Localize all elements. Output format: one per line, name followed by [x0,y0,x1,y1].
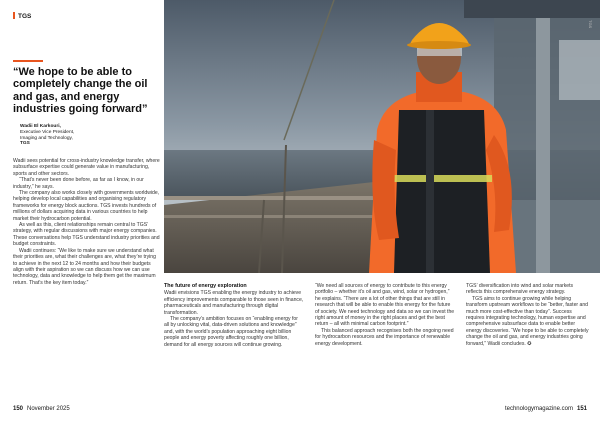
attribution-role-2: Imaging and Technology, [20,135,73,141]
paragraph-text: TGS aims to continue growing while helping transform upstream workflows to be “better, faster and much more cost-effective than today”. Success requires integrating technology, human expertise and comprehensive subsurface data to enable better energy discoveries. “We hope to be able to completely change the oil and gas, and energy industries going forward,” Wadii concludes. [466,295,589,347]
paragraph: The company also works closely with governments worldwide, helping develop local capabilities and organising regulatory frameworks for energy block auctions. TGS invests hundreds of millions of dollars acquiring data in various countries to help market their hydrocarbon potential. [13,190,160,222]
quote-accent-line [13,60,43,62]
paragraph: Wadii sees potential for cross-industry knowledge transfer, where subsurface expertise could generate value in manufacturing, sports and other sectors. [13,158,160,177]
paragraph: TGS’ diversification into wind and solar markets reflects this comprehensive energy strategy. [466,283,574,296]
paragraph: The company’s ambition focuses on “enabling energy for all by unlocking vital, data-driven solutions and knowledge” and, with the world’s population approaching eight billion people and energy poverty affecting roughly one billion, demand for all energy sources will continue growing. [164,316,298,348]
attribution-name: Wadii El Karkouri, [20,124,61,129]
paragraph: “That’s never been done before, as far as I know, in our industry,” he says. [13,177,144,190]
page-number-left: 150 [13,406,24,412]
paragraph: Wadii envisions TGS enabling the energy industry to achieve efficiency improvements comparable to those seen in finance, pharmaceuticals and manufacturing through digital transformation. [164,290,304,316]
paragraph [466,296,590,347]
paragraph: This balanced approach recognises both the ongoing need for hydrocarbon resources and the importance of renewable energy development. [315,327,454,347]
pull-quote: “We hope to be able to completely change the oil and gas, and energy industries going forward” [13,66,148,116]
end-mark-icon: ✪ [527,340,532,347]
issue-date: November 2025 [27,406,70,412]
section-label: TGS [18,13,32,20]
paragraph: “We need all sources of energy to contribute to this energy portfolio – whether it’s oil and gas, wind, solar or hydrogen,” he explains. “There are a lot of other things that are still in research that will be able to enable this energy for the future of society. We need technology and data so we can invest the right amount of money in the right places and get the best return – all with minimal carbon footprint.” [315,283,455,328]
footer-left [13,406,70,412]
quote-attribution [20,124,150,147]
paragraph: As well as this, client relationships remain central to TGS’ strategy, with regular discussions with major energy companies. These conversations help TGS understand industry priorities and budget constraints. [13,222,160,248]
body-column-4 [466,283,590,347]
body-column-3 [315,283,455,347]
page-number-right: 151 [576,406,587,412]
worker-photo [164,0,600,273]
body-column-1 [13,158,161,286]
paragraph: Wadii continues: “We like to make sure we understand what their priorities are, what their challenges are, what they’re trying to achieve in the next 12 to 24 months and how their budgets align with their aspiration so we can discuss how we can use technology, data and knowledge to help them get the maximum return. That’s the key item today.” [13,247,156,286]
attribution-role-1: Executive Vice President, [20,129,75,135]
site-url: technologymagazine.com [504,406,573,412]
footer-right [505,406,587,412]
attribution-company: TGS [20,141,30,147]
section-accent-bar [13,12,15,19]
subheading: The future of energy exploration [164,283,247,289]
section-tag [13,12,31,20]
body-column-2 [164,283,304,348]
side-tag: TGS [588,20,593,29]
